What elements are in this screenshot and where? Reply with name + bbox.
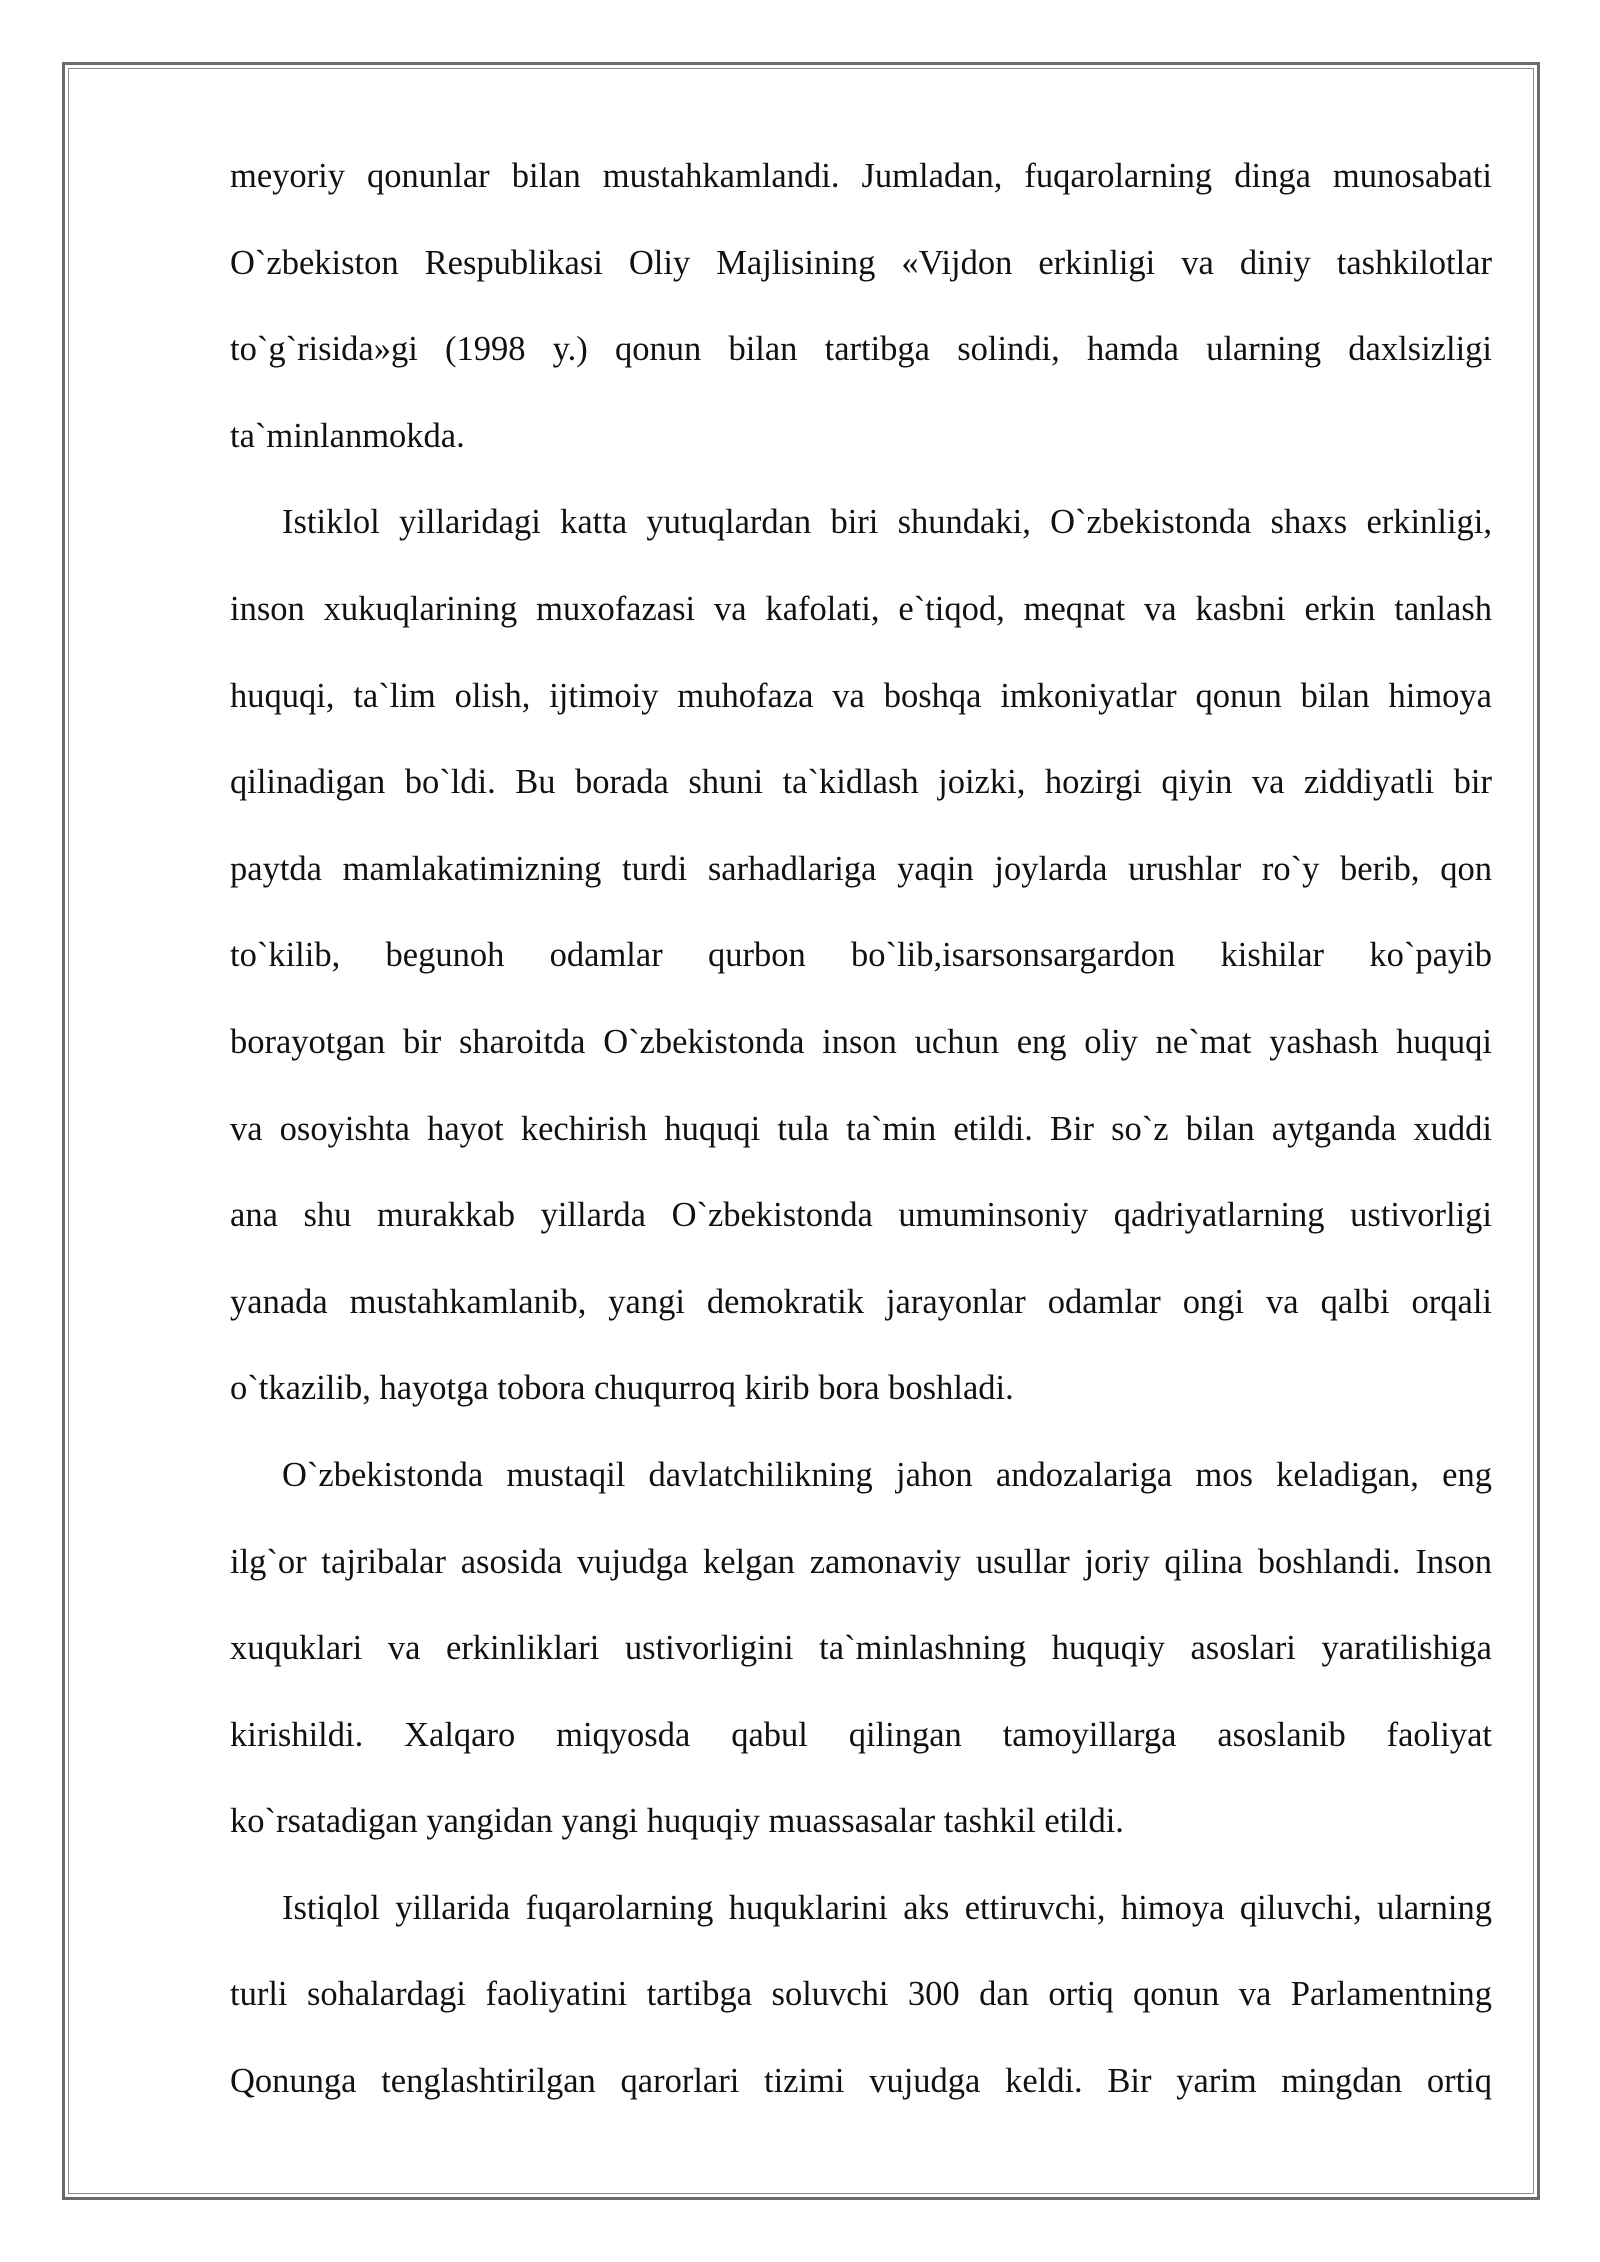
text-line: O`zbekiston Respublikasi Oliy Majlisining «Vijdon erkinligi va diniy tashkilotlar <box>230 243 1492 282</box>
text-line: meyoriy qonunlar bilan mustahkamlandi. Jumladan, fuqarolarning dinga munosabati <box>230 157 1492 195</box>
text-line: qilinadigan bo`ldi. Bu borada shuni ta`kidlash joizki, hozirgi qiyin va ziddiyatli bir <box>230 763 1492 802</box>
text-line: paytda mamlakatimizning turdi sarhadlariga yaqin joylarda urushlar ro`y berib, qon <box>230 849 1492 888</box>
text-line: va osoyishta hayot kechirish huquqi tula ta`min etildi. Bir so`z bilan aytganda xuddi <box>230 1109 1492 1148</box>
text-line: O`zbekistonda mustaqil davlatchilikning jahon andozalariga mos keladigan, eng <box>282 1455 1492 1494</box>
text-line: ta`minlanmokda. <box>230 416 465 455</box>
text-line: Istiklol yillaridagi katta yutuqlardan biri shundaki, O`zbekistonda shaxs erkinligi, <box>282 503 1492 542</box>
text-line: ana shu murakkab yillarda O`zbekistonda umuminsoniy qadriyatlarning ustivorligi <box>230 1196 1492 1235</box>
text-line: o`tkazilib, hayotga tobora chuqurroq kirib bora boshladi. <box>230 1369 1014 1408</box>
text-line: to`g`risida»gi (1998 y.) qonun bilan tartibga solindi, hamda ularning daxlsizligi <box>230 330 1492 369</box>
text-line: ilg`or tajribalar asosida vujudga kelgan zamonaviy usullar joriy qilina boshlandi. Inson <box>230 1542 1492 1581</box>
text-line: xuquklari va erkinliklari ustivorligini ta`minlashning huquqiy asoslari yaratilishiga <box>230 1629 1492 1668</box>
document-body <box>230 146 1492 2138</box>
text-line: to`kilib, begunoh odamlar qurbon bo`lib,isarsonsargardon kishilar ko`payib <box>230 936 1492 975</box>
text-line: turli sohalardagi faoliyatini tartibga soluvchi 300 dan ortiq qonun va Parlamentning <box>230 1975 1492 2014</box>
text-line: ko`rsatadigan yangidan yangi huquqiy muassasalar tashkil etildi. <box>230 1802 1124 1841</box>
text-line: Qonunga tenglashtirilgan qarorlari tizimi vujudga keldi. Bir yarim mingdan ortiq <box>230 2062 1492 2101</box>
text-line: inson xukuqlarining muxofazasi va kafolati, e`tiqod, meqnat va kasbni erkin tanlash <box>230 589 1492 628</box>
text-line: huquqi, ta`lim olish, ijtimoiy muhofaza va boshqa imkoniyatlar qonun bilan himoya <box>230 676 1492 715</box>
text-line: yanada mustahkamlanib, yangi demokratik jarayonlar odamlar ongi va qalbi orqali <box>230 1282 1492 1321</box>
text-line: borayotgan bir sharoitda O`zbekistonda inson uchun eng oliy ne`mat yashash huquqi <box>230 1022 1492 1061</box>
text-line: kirishildi. Xalqaro miqyosda qabul qilingan tamoyillarga asoslanib faoliyat <box>230 1715 1492 1754</box>
text-line: Istiqlol yillarida fuqarolarning huquklarini aks ettiruvchi, himoya qiluvchi, ularning <box>282 1888 1492 1927</box>
